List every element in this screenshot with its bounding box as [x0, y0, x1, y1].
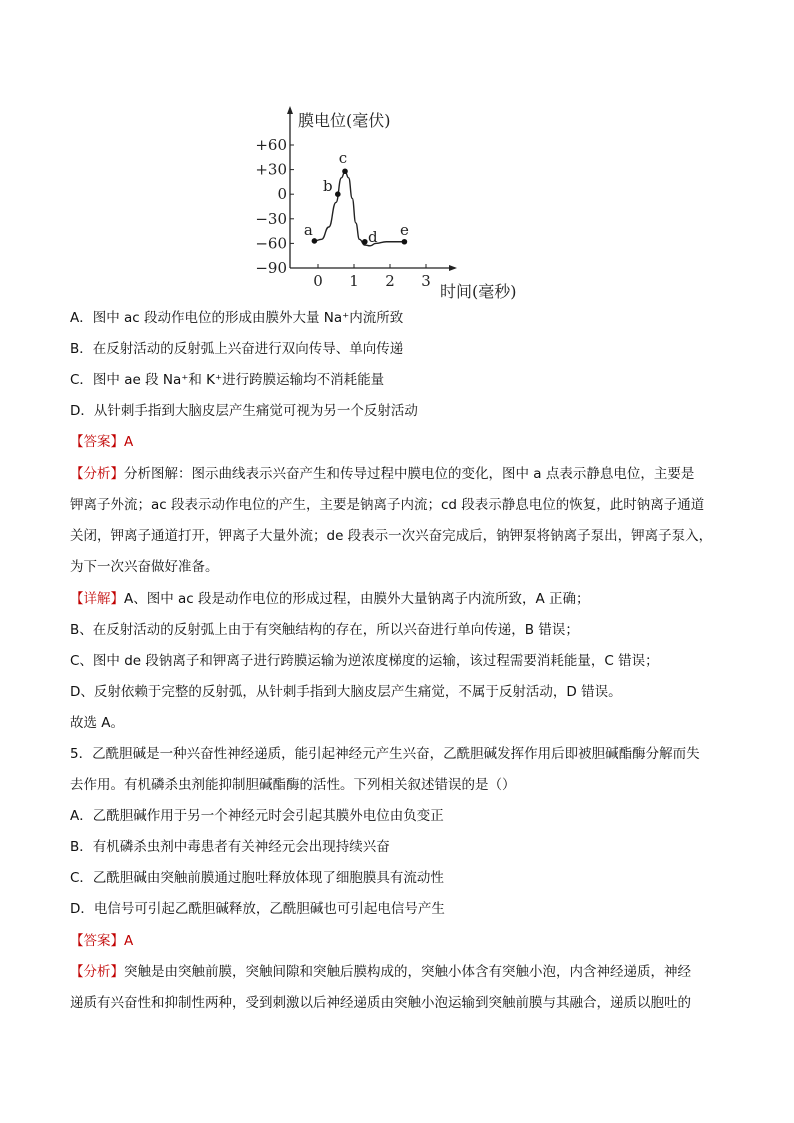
x-tick-label: 0: [313, 272, 323, 290]
q5-option-b: B．有机磷杀虫剂中毒患者有关神经元会出现持续兴奋: [70, 839, 390, 855]
y-tick-label: +30: [255, 160, 287, 179]
point-label-d: d: [367, 227, 378, 246]
answer-value: A: [124, 933, 134, 949]
analysis-text: 分析图解：图示曲线表示兴奋产生和传导过程中膜电位的变化，图中 a 点表示静息电位，主要是: [124, 466, 695, 482]
point-c: [342, 168, 348, 174]
q4-option-c: C．图中 ae 段 Na⁺和 K⁺进行跨膜运输均不消耗能量: [70, 372, 385, 388]
q4-analysis-line-4: 为下一次兴奋做好准备。: [70, 559, 219, 575]
x-axis-title: 时间(毫秒): [440, 282, 517, 300]
q4-option-d: D．从针刺手指到大脑皮层产生痛觉可视为另一个反射活动: [70, 403, 418, 419]
q4-analysis-line-3: 关闭，钾离子通道打开，钾离子大量外流；de 段表示一次兴奋完成后，钠钾泵将钠离子泵出，钾离子泵入，: [70, 528, 713, 544]
q4-conclusion: 故选 A。: [70, 715, 125, 731]
q4-analysis-line-2: 钾离子外流；ac 段表示动作电位的产生，主要是钠离子内流；cd 段表示静息电位的恢复，此时钠离子通道: [70, 497, 705, 513]
chart-points: [304, 149, 409, 246]
q4-answer: [70, 432, 730, 452]
q5-analysis-line-2: 递质有兴奋性和抑制性两种，受到刺激以后神经递质由突触小泡运输到突触前膜与其融合，递质以胞吐的: [70, 995, 691, 1011]
answer-tag: 【答案】: [70, 434, 124, 450]
analysis-tag: 【分析】: [70, 466, 124, 482]
q5-option-a: A．乙酰胆碱作用于另一个神经元时会引起其膜外电位由负变正: [70, 808, 444, 824]
point-e: [402, 239, 408, 245]
q5-answer: [70, 931, 730, 951]
point-label-e: e: [399, 220, 409, 239]
point-label-a: a: [303, 220, 313, 239]
q4-detail-line-3: C、图中 de 段钠离子和钾离子进行跨膜运输为逆浓度梯度的运输，该过程需要消耗能量，C 错误；: [70, 653, 659, 669]
q5-stem-line-1: 5．乙酰胆碱是一种兴奋性神经递质，能引起神经元产生兴奋，乙酰胆碱发挥作用后即被胆碱酯酶分解而失: [70, 746, 700, 762]
point-label-b: b: [322, 177, 333, 196]
analysis-text: 突触是由突触前膜，突触间隙和突触后膜构成的，突触小体含有突触小泡，内含神经递质，神经: [124, 964, 691, 980]
answer-tag: 【答案】: [70, 933, 124, 949]
q4-detail-line-1: [70, 589, 730, 609]
point-d: [362, 239, 368, 245]
detail-tag: 【详解】: [70, 591, 124, 607]
q5-option-c: C．乙酰胆碱由突触前膜通过胞吐释放体现了细胞膜具有流动性: [70, 870, 444, 886]
x-tick-label: 2: [385, 272, 395, 290]
answer-value: A: [124, 434, 134, 450]
y-tick-label: −30: [255, 209, 287, 228]
y-axis-title: 膜电位(毫伏): [298, 111, 391, 130]
membrane-potential-chart: [250, 100, 550, 300]
q5-analysis-line-1: [70, 962, 730, 982]
q4-analysis-line-1: [70, 464, 730, 484]
y-axis-arrow: [287, 106, 293, 114]
x-tick-label: 3: [421, 272, 431, 290]
point-b: [335, 191, 341, 197]
y-tick-label: +60: [255, 136, 287, 154]
detail-text: A、图中 ac 段是动作电位的形成过程，由膜外大量钠离子内流所致，A 正确；: [124, 591, 590, 607]
q4-option-a: A．图中 ac 段动作电位的形成由膜外大量 Na⁺内流所致: [70, 310, 404, 326]
q4-detail-line-2: B、在反射活动的反射弧上由于有突触结构的存在，所以兴奋进行单向传递，B 错误；: [70, 622, 579, 638]
point-a: [312, 238, 318, 244]
point-label-c: c: [338, 149, 348, 168]
y-tick-label: −90: [255, 259, 287, 277]
q4-option-b: B．在反射活动的反射弧上兴奋进行双向传导、单向传递: [70, 341, 404, 357]
analysis-tag: 【分析】: [70, 964, 124, 980]
y-tick-label: 0: [277, 185, 287, 204]
q4-detail-line-4: D、反射依赖于完整的反射弧，从针刺手指到大脑皮层产生痛觉，不属于反射活动，D 错误。: [70, 684, 622, 700]
q5-stem-line-2: 去作用。有机磷杀虫剂能抑制胆碱酯酶的活性。下列相关叙述错误的是（）: [70, 777, 516, 793]
x-axis-arrow: [449, 265, 457, 271]
y-tick-label: −60: [255, 234, 287, 253]
x-tick-label: 1: [349, 272, 359, 290]
q5-option-d: D．电信号可引起乙酰胆碱释放，乙酰胆碱也可引起电信号产生: [70, 901, 445, 917]
chart-axes: [255, 106, 516, 300]
